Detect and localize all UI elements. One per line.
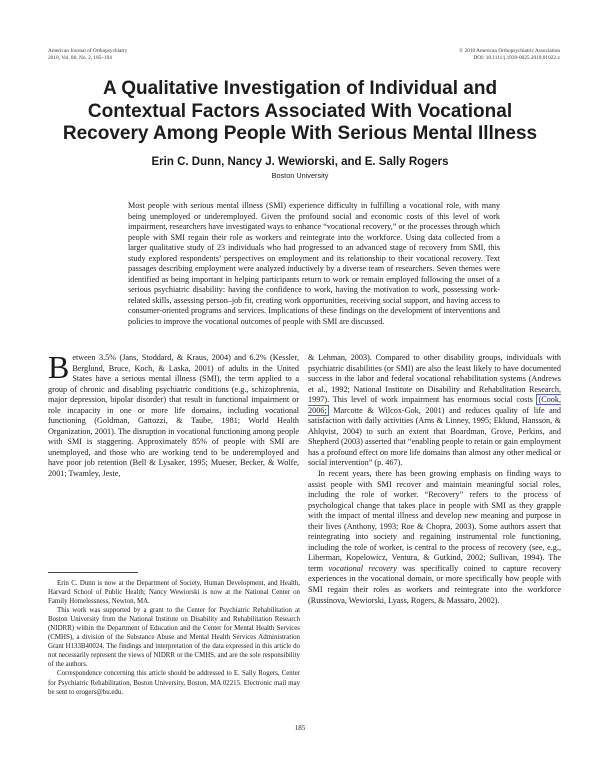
body-paragraph [308, 353, 561, 469]
copyright-notice: © 2010 American Orthopsychiatric Association [459, 48, 560, 54]
citation-link[interactable]: (Cook, 2006; [308, 395, 561, 415]
title-line: Recovery Among People With Serious Mental Illness [62, 123, 538, 144]
footnote: This work was supported by a grant to the Center for Psychiatric Rehabilitation at Boston University from the National Institute on Disability and Rehabilitation Research (NIDRR) within the Department of Education and the Center for Mental Health Services (CMHS), a division of the Substance Abuse and Mental Health Services Administration Grant H133B40024. The findings and interpretation of the data expressed in this article do not necessarily represent the views of NIDRR or the CMHS, and are the sole responsibility of the authors. [48, 607, 300, 669]
title-line: A Qualitative Investigation of Individual and [102, 78, 498, 99]
body-text: Marcotte & Wilcox-Gok, 2001) and reduces quality of life and satisfaction with daily activities (Arns & Linney, 1995; Eklund, Hansson, & Ahlqvist, 2004) to such an extent that Boardman, Grove, Perkins, and Shepherd (2003) asserted that “enabling people to retain or gain employment has a profound effect on more life domains than almost any other medical or social intervention” (p. 467). [308, 405, 561, 468]
affiliation: Boston University [271, 171, 329, 180]
drop-cap: B [48, 349, 70, 385]
abstract-text: Most people with serious mental illness (SMI) experience difficulty in fulfilling a vocational role, with many being unemployed or underemployed. Given the profound social and economic costs of this level of work impairment, researchers have investigated ways to enhance “vocational recovery,” or the processes through which people with SMI regain their role as workers and reintegrate into the workforce. Using data collected from a larger qualitative study of 23 individuals who had progressed to an advanced stage of recovery from SMI, this study explored respondents’ perspectives on employment and its relationship to their vocational recovery. Text passages describing employment were analyzed inductively by a diverse team of researchers. Seven themes were identified as being important in helping participants return to work or remain employed following the onset of a serious psychiatric disability: having the confidence to work, having the motivation to work, possessing work-related skills, assessing person–job fit, creating work opportunities, receiving social support, and having access to consumer-oriented programs and services. Implications of these findings on the development of interventions and policies to improve the vocational outcomes of people with SMI are discussed. [128, 201, 500, 327]
page-number: 185 [294, 724, 306, 732]
journal-header [48, 48, 127, 61]
journal-name: American Journal of Orthopsychiatry [48, 48, 128, 54]
footnote: Correspondence concerning this article should be addressed to E. Sally Rogers, Center for Psychiatric Rehabilitation, Boston University, Boston, MA 02215. Electronic mail may be sent to erogers@bu.edu. [48, 670, 300, 696]
copyright-header [459, 48, 560, 61]
abstract [128, 201, 500, 328]
intro-text: etween 3.5% (Jans, Stoddard, & Kraus, 2004) and 6.2% (Kessler, Berglund, Bruce, Koch, & Laska, 2001) of adults in the United States have a serious mental illness (SMI), the term applied to a group of chronic and disabling psychiatric conditions (e.g., schizophrenia, major depression, bipolar disorder) that result in functional impairment or role incapacity in one or more life domains, including vocational functioning (Goldman, Gattozzi, & Taube, 1981; World Health Organization, 2001). The disruption in vocational functioning among people with SMI is staggering. Approximately 85% of people with SMI are unemployed, and those who are working tend to be underemployed and have poor job retention (Bell & Lysaker, 1995; Mueser, Becker, & Wolfe, 2001; Twamley, Jeste, [48, 353, 299, 479]
journal-volume: 2010, Vol. 80, No. 2, 185–194 [48, 54, 112, 61]
intro-paragraph [48, 349, 299, 480]
emphasis-term: vocational recovery [328, 563, 397, 573]
body-paragraph [308, 469, 561, 606]
body-text: In recent years, there has been growing emphasis on finding ways to assist people with SMI recover and maintain meaningful social roles, including the role of worker. “Recovery” refers to the process of psychological change that takes place in people with SMI as they grapple with the impact of mental illness and develop new meaning and purpose in their lives (Anthony, 1993; Roe & Chopra, 2003). Some authors assert that reintegrating into society and regaining instrumental role functioning, including the role of worker, is central to the process of recovery (see, e.g., Liberman, Kopelowicz, Ventura, & Gutkind, 2002; Sullivan, 1994). The term [308, 469, 561, 573]
footnote-divider [48, 572, 138, 573]
title-line: Contextual Factors Associated With Vocational [87, 100, 513, 122]
footnote: Erin C. Dunn is now at the Department of Society, Human Development, and Health, Harvard School of Public Health; Nancy Wewiorski is now at the National Center on Family Homelessness, Newton, MA. [48, 580, 300, 606]
authors: Erin C. Dunn, Nancy J. Wewiorski, and E. Sally Rogers [151, 156, 449, 168]
body-text: & Lehman, 2003). Compared to other disability groups, individuals with psychiatric disabilities (or SMI) are also the least likely to have documented success in the labor and federal vocational rehabilitation systems (Andrews et al., 1992; National Institute on Disability and Rehabilitation Research, 1997). This level of work impairment has enormous social costs [308, 353, 561, 405]
doi: DOI: 10.1111/j.1939-0025.2010.01022.x [473, 54, 560, 61]
body-text: was specifically coined to capture recovery experiences in the vocational domain, or more specifically how people with SMI regain their roles as workers and reintegrate into the workforce (Russinova, Wewiorski, Lyass, Rogers, & Massaro, 2002). [308, 563, 562, 605]
footnotes [48, 579, 300, 697]
body-column-right [308, 353, 561, 606]
body-column-left [48, 349, 299, 480]
article-title [40, 78, 560, 146]
